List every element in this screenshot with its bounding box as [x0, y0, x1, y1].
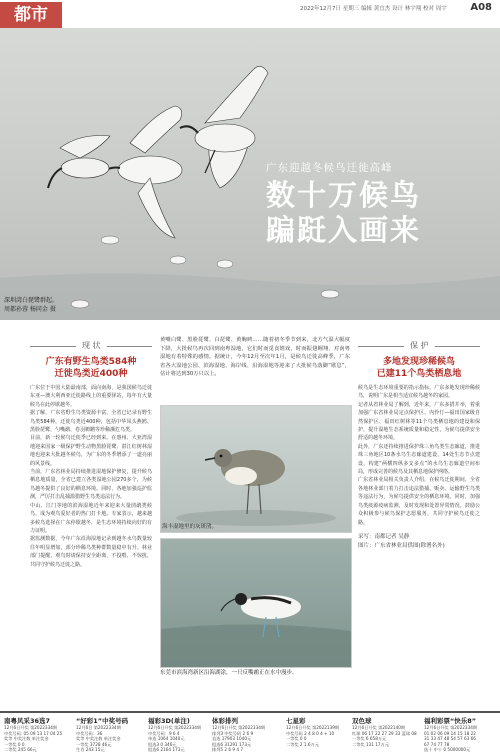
lottery-box	[76, 716, 142, 753]
section-head-status: 现 状	[30, 340, 152, 352]
lottery-line: 奖等 中奖注数 单注奖金	[4, 736, 49, 742]
section-head-protection: 保 护	[358, 340, 480, 352]
lottery-box	[212, 716, 278, 753]
date-line: 2022年12月7日 星期三 编辑 黄宜杰 设计 林宇翔 校对 周宇	[300, 6, 447, 12]
lottery-line: 一等奖 0 0	[286, 736, 307, 742]
lottery-line: 12月6日开奖 第2022140期	[352, 725, 406, 730]
lottery-line: 红球 06 17 22 27 29 33 蓝球 08	[352, 730, 417, 736]
section-tag: 都市	[0, 2, 62, 28]
lottery-line: 中奖号码 2 4 8 0 4 + 10	[286, 730, 335, 736]
left-article	[30, 340, 152, 569]
lottery-line: 31 33 47 48 54 57 63 66	[424, 736, 476, 742]
left-article-title	[30, 356, 152, 380]
lottery-line: 选十 中十 0 5000000元	[424, 747, 471, 753]
lottery-box	[286, 716, 346, 747]
spoonbills-illustration	[0, 28, 500, 320]
credit-line: 采写：南都记者 吴静	[358, 533, 410, 540]
photo-credit	[4, 296, 64, 314]
title-line: 迁徙鸟类近400种	[54, 369, 128, 379]
lottery-line: 单选 1064 1040元	[148, 736, 185, 742]
lottery-title: “好彩1”中奖号码	[76, 717, 129, 725]
photo-grey-plover	[160, 405, 352, 533]
lottery-line: 排列5 2 6 9 4 7	[212, 747, 244, 753]
lottery-results	[0, 711, 500, 752]
left-article-body: 广东位于中国大陆最南部，面向南海，是我国候鸟迁徙东亚—澳大利西亚迁徙路线上的重要驿站，每年有大量候鸟在此停歇越冬。 据了解，广东省野生鸟类资源丰富，全省已记录有野生鸟类584种，迁徙鸟类近400种，包括中华凤头燕鸥、黑脸琵鹭、勺嘴鹬、卷羽鹈鹕等珍稀濒危鸟类。 目前，新一轮候鸟迁徙季已经到来。在惠州、大亚湾湿地迎来国家一级保护野生动物黑脸琵鹭、湛江红树林湿地也迎来大批越冬候鸟，为广东的冬季增添了一道亮丽的风景线。 当前，广东省林业局持续推进湿地保护修复，提升候鸟栖息地质量，全省已建立各类湿地公园270多个，为候鸟越冬提供了良好的栖息环境。同时，各地加强巡护监测，严厉打击乱捕滥猎野生鸟类违法行为。 中山、江门等地的滨海湿地近年来迎来大量鸻鹬类候鸟，成为观鸟爱好者的热门打卡地。专家表示，越来越多候鸟选择在广东停歇越冬，是生态环境持续向好的有力证明。 据监测数据，今年广东沿海湿地记录到越冬水鸟数量较往年明显增加，部分珍稀鸟类种群数量稳中有升。林业部门提醒，观鸟时请保持安全距离，不投喂、不惊扰，共同守护候鸟迁徙之路。	[30, 385, 152, 568]
lottery-line: 直选 17903 1040元	[212, 736, 252, 742]
lottery-title: 南粤风采36选7	[4, 717, 51, 725]
photo1-caption: 海丰湿地里的灰斑鸻。	[162, 524, 218, 530]
lottery-line: 一等奖 3728 46元	[76, 741, 112, 747]
lottery-line: 中奖号码：9 6 4	[148, 730, 180, 736]
page-number: A08	[470, 2, 492, 13]
plover-bird	[205, 449, 285, 514]
lottery-box	[352, 716, 416, 747]
lottery-line: 组选6 2164 173元	[148, 747, 185, 753]
lottery-title: 双色球	[352, 717, 372, 725]
spoonbill-1	[180, 66, 268, 188]
photo2-caption: 东莞市滨海湾新区沿海湖涂，一只反嘴鹬正在水中漫步。	[160, 670, 298, 676]
lottery-title: 体彩排列	[212, 717, 238, 725]
article-credit	[358, 533, 480, 551]
hero-photo	[0, 28, 500, 320]
mid-article	[160, 336, 350, 379]
right-article-body: 候鸟是生态环境重要的指示指标，广东多地发现珍稀候鸟，说明广东是相当适宜候鸟越冬的家园。 记者从省林业局了解到，近年来，广东多措并举，着重加强广东省林业局定点保护区、内伶仃—福田国家级自然保护区、福田红树林等11个鸟类栖息地的建设和保护，提升湿地生态系统质量和稳定性，为候鸟提供安全舒适的越冬环境。 此外，广东还持续推进保护珠三角鸟类生态廊道，推进珠三角地区10条水鸟生态廊道建设，14处生态节点建设，构建“两横四纵多支多点”的水鸟生态廊道空间布局，形成完善的候鸟及其栖息地保护网络。 广东省林业局相关负责人介绍，在候鸟迁徙期间，全省各地林业部门着力打击违法猎捕、贩卖、运输野生鸟类等违法行为，为候鸟提供安全的栖息环境。同时，加强鸟类疫源疫病监测，及时发现和处置异常情况。鼓励公众积极参与候鸟保护志愿服务，共同守护候鸟迁徙之路。	[358, 385, 480, 526]
lottery-line: 组选6 31291 173元	[212, 741, 252, 747]
mid-article-intro: 黄嘴白鹭、黑脸琵鹭、白琵鹭、黄胸鹀……随着初冬季节到来，北方气温大幅度下降，大批候鸟再次回到南粤湿地，它们时而觅食嬉戏，时而振翅翱翔，对南粤湿地有着特殊的感情。据统计，今年12月至次年1月，是候鸟迁徙高峰季，广东省各大湿地公园、滨海湿地、海岸线、沿海湿地等迎来了大批候鸟落脚“歇息”，估计将达到30万只以上。	[160, 337, 350, 378]
credit-line: 图片：广东省林业局供图(除署名外)	[358, 542, 445, 549]
lottery-line: 组选3 0 346元	[148, 741, 177, 747]
lottery-line: 12月6日开奖 第2022334期	[424, 725, 478, 730]
lottery-line: 二等奖 131 17万元	[352, 741, 389, 747]
title-line: 已建11个鸟类栖息地	[376, 369, 462, 379]
photo-avocet	[160, 538, 352, 668]
lottery-line: 一等奖 0 0	[4, 741, 25, 747]
photo-credit-line: 周都孙蓉 杨同金 摄	[4, 306, 56, 313]
lottery-title: 七星彩	[286, 717, 306, 725]
hero-kicker: 广东迎越冬候鸟迁徙高峰	[266, 162, 393, 174]
lottery-line: 中奖号码: 05 09 13 17 04 25	[4, 730, 63, 736]
title-line: 广东有野生鸟类584种	[45, 357, 137, 367]
lottery-box	[4, 716, 74, 753]
lottery-line: 一等奖 6 658万元	[352, 736, 387, 742]
lottery-line: 生肖 243 15元	[76, 747, 105, 753]
spoonbill-2	[102, 106, 182, 238]
lottery-line: 12月6日 第2022334期	[76, 725, 121, 730]
lottery-title: 福彩3D(单注)	[148, 717, 190, 725]
page-header	[0, 0, 500, 29]
lottery-line: 12月6日开奖 第2022334期	[4, 725, 58, 730]
lottery-line: 12月6日开奖 第2022334期	[212, 725, 266, 730]
lottery-line: 67 74 77 78	[424, 741, 450, 747]
right-article	[358, 340, 480, 551]
lottery-line: 二等奖 2 1.6万元	[286, 741, 319, 747]
photo-credit-line: 深圳湾白琵鹭群起。	[4, 297, 59, 304]
lottery-line: 01 02 06 09 14 15 18 22	[424, 730, 476, 736]
lottery-box	[424, 716, 498, 753]
right-article-title	[358, 356, 480, 380]
title-line: 多地发现珍稀候鸟	[382, 357, 455, 367]
spoonbill-3	[48, 136, 110, 189]
lottery-line: 12月6日开奖 第2022334期	[148, 725, 202, 730]
lottery-line: 12月6日开奖 第2022139期	[286, 725, 340, 730]
lottery-line: 中奖号码：36	[76, 730, 103, 736]
lottery-line: 二等奖 245 66元	[4, 747, 37, 753]
hero-title-line: 蹁跹入画来	[266, 213, 422, 247]
hero-title	[266, 178, 421, 248]
lottery-line: 奖等 中奖注数 单注奖金	[76, 736, 121, 742]
lottery-box	[148, 716, 212, 753]
lottery-title: 福利彩票“快乐8”	[424, 717, 477, 725]
hero-title-line: 数十万候鸟	[266, 178, 422, 212]
lottery-line: 排列3 中奖号码 2 6 9	[212, 730, 254, 736]
